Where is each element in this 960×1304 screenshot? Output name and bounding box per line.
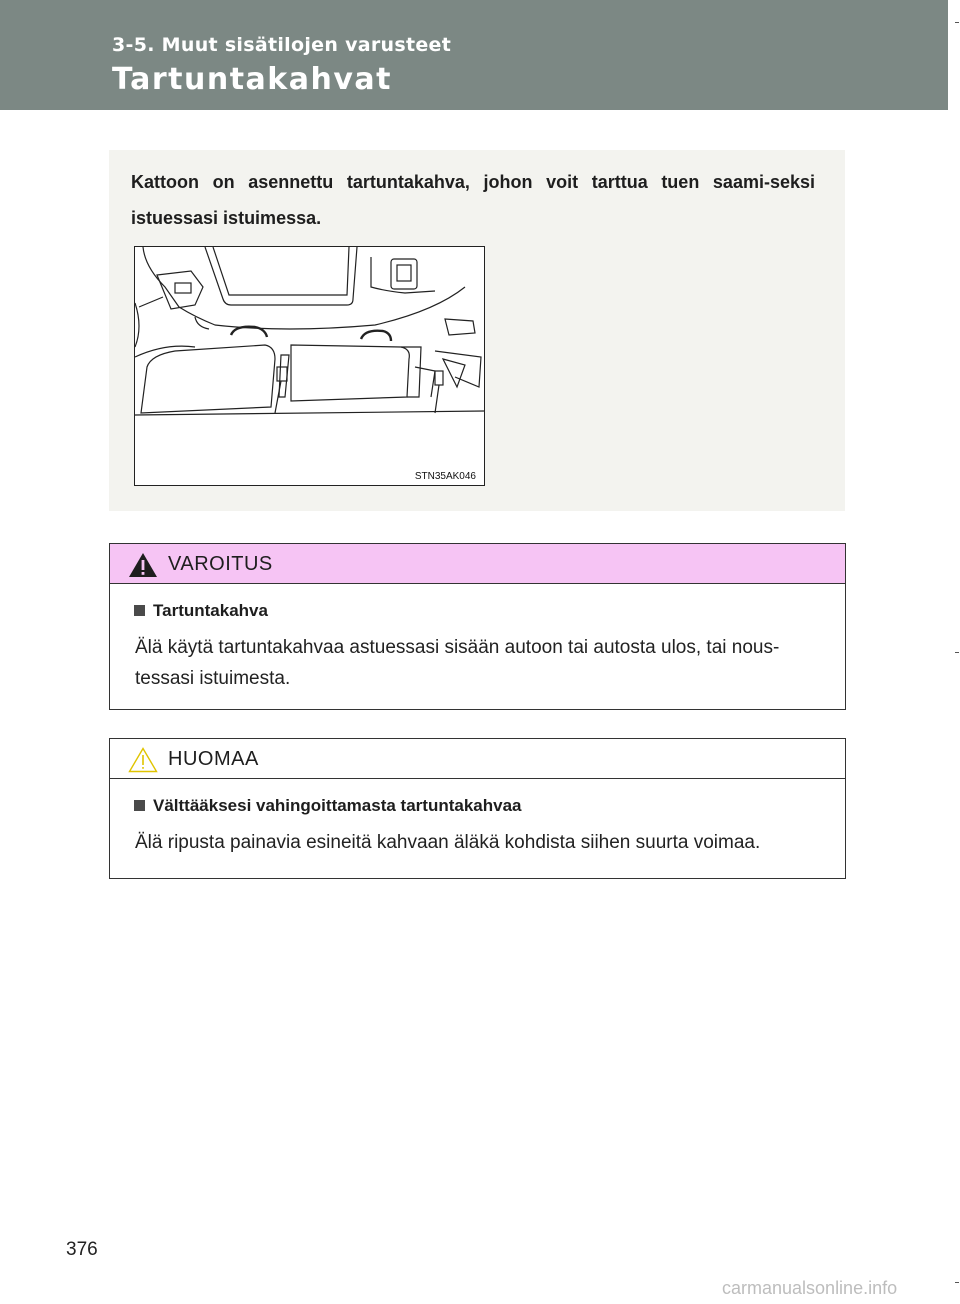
page-title: Tartuntakahvat [112, 62, 392, 97]
warning-triangle-icon [128, 552, 158, 578]
notice-text: Älä ripusta painavia esineitä kahvaan äläkä kohdista siihen suurta voimaa. [135, 832, 761, 853]
crop-mark [955, 22, 959, 23]
square-bullet-icon [134, 800, 145, 811]
warning-title: VAROITUS [168, 553, 273, 575]
warning-text: Älä käytä tartuntakahvaa astuessasi sisään autoon tai autosta ulos, tai nous-tessasi istuimesta. [135, 637, 780, 689]
notice-header [110, 739, 845, 779]
intro-box [109, 150, 845, 511]
figure-code: STN35AK046 [414, 471, 476, 482]
notice-item-label: Välttääksesi vahingoittamasta tartuntakahvaa [153, 796, 522, 815]
notice-item-title [134, 796, 521, 816]
intro-text: Kattoon on asennettu tartuntakahva, johon voit tarttua tuen saami-seksi istuessasi istuimessa. [131, 172, 815, 228]
crop-mark [955, 1282, 959, 1283]
car-interior-illustration [135, 247, 484, 485]
warning-header [110, 544, 845, 584]
watermark: carmanualsonline.info [722, 1278, 898, 1298]
crop-mark [955, 652, 959, 653]
interior-figure [134, 246, 485, 486]
page-number: 376 [66, 1239, 98, 1260]
warning-item-title [134, 601, 268, 621]
notice-title: HUOMAA [168, 748, 259, 770]
page-header [0, 0, 948, 110]
warning-box [109, 543, 846, 710]
square-bullet-icon [134, 605, 145, 616]
caution-triangle-icon [128, 747, 158, 773]
notice-box [109, 738, 846, 879]
warning-item-label: Tartuntakahva [153, 601, 268, 620]
section-label: 3-5. Muut sisätilojen varusteet [112, 34, 452, 56]
